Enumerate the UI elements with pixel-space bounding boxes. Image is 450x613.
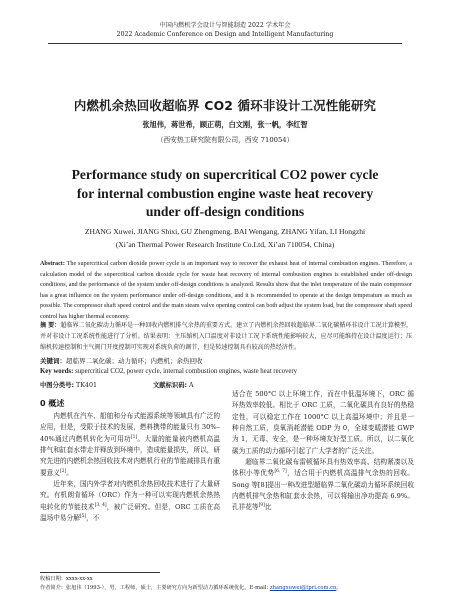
classification-codes	[40, 380, 412, 389]
body-paragraph	[40, 479, 220, 524]
paragraph-text: ，被广泛研究。但是，ORC 工质在高温场中易分解	[40, 502, 220, 523]
paragraph-text: 比	[264, 503, 272, 512]
chinese-authors: 张旭伟，蒋世希，顾正萌，白文刚，张一帆，李红智	[142, 120, 308, 129]
body-column-left	[40, 411, 220, 524]
footnote-tail: 。	[336, 585, 342, 591]
paragraph-text: ，适合用于内燃机高温排气余热的回收。Song 等[8]提出一种改进型超临界二氧化碳动力循环系统回收内燃机排气余热和缸套水余热，可以将输出净功提高 6.9%。孔祥花等	[232, 469, 414, 512]
author-email-link[interactable]: zhangxuwei@tpri.com.cn	[269, 585, 337, 591]
paragraph-text: ，不	[86, 514, 100, 523]
body-paragraph	[40, 411, 220, 479]
english-authors: ZHANG Xuwei, JIANG Shixi, GU Zhengmeng, BAI Wengang, ZHANG Yifan, LI Hongzhi	[84, 227, 366, 236]
header-rule	[48, 43, 402, 44]
english-abstract	[40, 259, 412, 322]
english-keywords-label: Key words:	[40, 368, 74, 375]
english-title-line-1: Performance study on supercritical CO2 power cycle	[71, 167, 379, 182]
chinese-keywords	[40, 356, 412, 365]
paragraph-text: 内燃机在汽车、船舶和分布式能源系统等领域具有广泛的应用，但是，受限于技术的发展，燃料携带的能量只有 30%–40%通过内燃机转化为可用功	[40, 412, 220, 443]
paragraph-text: 适合在 500°C 以上环境工作，而在中低温环境下，ORC 循环热效率较低。相比于 ORC 工质，二氧化碳具有良好的热稳定性，可以稳定工作在 1000°C 以上高温环境中；并且是一种自然工质，臭氧消耗潜能 ODP 为 0，全球变暖潜能 GWP 为 1，无毒、安全，是一种环境友好型工质。所以，以二氧化碳为工质的动力循环引起了广大学者的广泛关注。	[232, 390, 414, 455]
english-title-line-3: under off-design conditions	[145, 204, 305, 219]
chinese-affiliation: （西安热工研究院有限公司，西安 710054）	[156, 136, 294, 144]
citation: [3, 4]	[94, 502, 107, 508]
footnote-author-text: 作者简介：张旭伟（1993-），男，工程师，硕士，主要研究方向为新型动力循环系统优化。E-mail:	[40, 585, 269, 591]
paragraph-text: 。大量的能量被内燃机高温排气和缸套水带走并释放到环境中，造成能量损失，所以，研究先进的内燃机余热回收技术对内燃机行业的节能减排具有重要意义	[40, 434, 220, 477]
body-paragraph	[232, 457, 414, 514]
body-paragraph	[232, 389, 414, 457]
english-abstract-text: The supercritical carbon dioxide power cycle is an important way to recover the exhaust heat of internal combustion engines. Therefore, a calculation model of the supercritical carbon dioxide cycle for waste heat recovery of internal combustion engines is established under off-design conditions, and the performance of the system under off-design conditions is analyzed. Results show that the inlet temperature of the main compressor has a great influence on the system performance under off-design conditions, and it is recommended to operate at the design temperature as much as possible. The compressor shaft speed control and the main steam valve opening control can both adjust the system load, but the compressor shaft speed control has higher thermal economy.	[40, 261, 412, 320]
citation: [5]	[79, 513, 87, 519]
citation: [6, 7]	[274, 469, 287, 475]
chinese-abstract-label: 摘 要：	[40, 322, 61, 329]
document-code-value: A	[189, 382, 194, 389]
english-title-line-2: for internal combustion engine waste heat recovery	[76, 185, 374, 201]
chinese-abstract	[40, 321, 412, 353]
footnote-rule	[40, 572, 160, 573]
english-affiliation: (Xi’an Thermal Power Research Institute Co.Ltd, Xi’an 710054, China)	[115, 240, 335, 249]
chinese-keywords-text: 超临界二氧化碳；动力循环；内燃机；余热回收	[66, 357, 203, 365]
document-code-label: 文献标识码:	[153, 382, 188, 389]
paragraph-text: 超临界二氧化碳布雷顿循环具有热效率高、结构紧凑以及体积小等优势	[232, 458, 414, 478]
english-abstract-label: Abstract:	[40, 261, 65, 267]
body-column-right	[232, 389, 414, 514]
footnote-received-date: 收稿日期：xxxx-xx-xx	[40, 576, 93, 582]
citation: [2]	[59, 468, 67, 474]
citation: [1]	[130, 434, 138, 440]
chinese-keywords-label: 关键词：	[40, 357, 66, 365]
running-head-english: 2022 Academic Conference on Design and Intelligent Manufacturing	[116, 31, 334, 38]
chinese-abstract-text: 超临界二氧化碳动力循环是一种回收内燃机排气余热的重要方式。建立了内燃机余热回收超临界二氧化碳循环非设计工况计算模型，并对非设计工况系统性能进行了分析。结果表明：主压缩机入口温度对非设计工况下系统性能影响较大，应尽可能维持在设计温度运行；压缩机转速控制和主气阀门开度控制可实现对系统负荷的调节，但是转速控制具有较高的热经济性。	[40, 322, 413, 351]
section-heading-overview: 0 概述	[40, 399, 65, 408]
running-head-chinese: 中国内燃机学会设计与智能制造 2022 学术年会	[159, 22, 291, 29]
paragraph-text: 。	[66, 468, 73, 477]
paragraph-text: 近年来，国内外学者对内燃机余热回收技术进行了大量研究。有机朗肯循环（ORC）作为一种可以实现内燃机余热热电转化的节能技术	[40, 480, 220, 511]
citation: [9]	[258, 503, 265, 509]
chinese-title: 内燃机余热回收超临界 CO2 循环非设计工况性能研究	[73, 98, 377, 113]
english-keywords	[40, 368, 412, 375]
english-title	[30, 166, 420, 222]
clc-label: 中图分类号:	[40, 382, 75, 389]
footnote-author-info	[40, 584, 420, 592]
clc-value: TK401	[76, 382, 97, 389]
english-keywords-text: supercritical CO2, power cycle, internal combustion engines, waste heat recovery	[75, 368, 298, 375]
